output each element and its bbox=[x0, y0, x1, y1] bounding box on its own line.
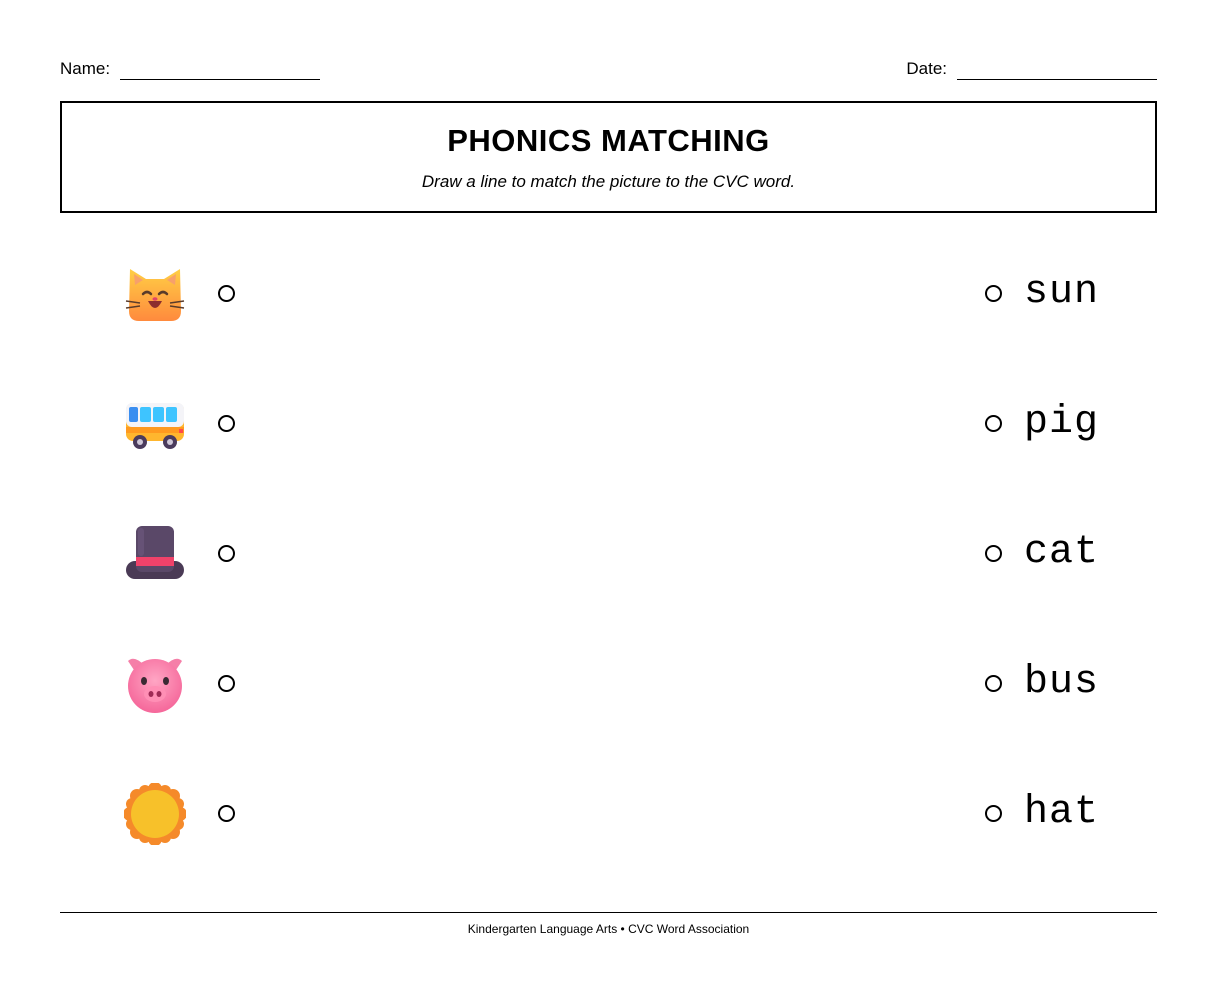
date-label: Date: bbox=[906, 59, 947, 78]
cvc-word: cat bbox=[1024, 530, 1100, 575]
worksheet-instructions: Draw a line to match the picture to the CVC word. bbox=[421, 172, 796, 191]
match-row bbox=[0, 393, 1217, 473]
cvc-word: bus bbox=[1024, 660, 1100, 705]
word-connector-dot[interactable] bbox=[985, 805, 1002, 822]
match-row bbox=[0, 653, 1217, 733]
word-connector-dot[interactable] bbox=[985, 415, 1002, 432]
match-row bbox=[0, 783, 1217, 863]
match-row bbox=[0, 263, 1217, 343]
footer-text: Kindergarten Language Arts • CVC Word Association bbox=[467, 922, 750, 936]
picture-connector-dot[interactable] bbox=[218, 805, 235, 822]
bus-icon bbox=[124, 393, 186, 455]
name-label: Name: bbox=[60, 59, 111, 78]
name-blank-line[interactable] bbox=[120, 59, 320, 80]
picture-connector-dot[interactable] bbox=[218, 285, 235, 302]
title-box bbox=[60, 101, 1157, 213]
word-connector-dot[interactable] bbox=[985, 545, 1002, 562]
picture-connector-dot[interactable] bbox=[218, 415, 235, 432]
word-connector-dot[interactable] bbox=[985, 285, 1002, 302]
top-hat-icon bbox=[124, 523, 186, 585]
cat-face-icon bbox=[124, 263, 186, 325]
footer-divider bbox=[60, 912, 1157, 913]
picture-connector-dot[interactable] bbox=[218, 675, 235, 692]
name-field bbox=[60, 58, 320, 80]
cvc-word: sun bbox=[1024, 270, 1100, 315]
pig-face-icon bbox=[124, 653, 186, 715]
date-field bbox=[906, 58, 1157, 80]
sun-icon bbox=[124, 783, 186, 845]
word-connector-dot[interactable] bbox=[985, 675, 1002, 692]
worksheet-title: PHONICS MATCHING bbox=[447, 123, 770, 158]
cvc-word: pig bbox=[1024, 400, 1100, 445]
picture-connector-dot[interactable] bbox=[218, 545, 235, 562]
date-blank-line[interactable] bbox=[957, 59, 1157, 80]
match-row bbox=[0, 523, 1217, 603]
cvc-word: hat bbox=[1024, 790, 1100, 835]
